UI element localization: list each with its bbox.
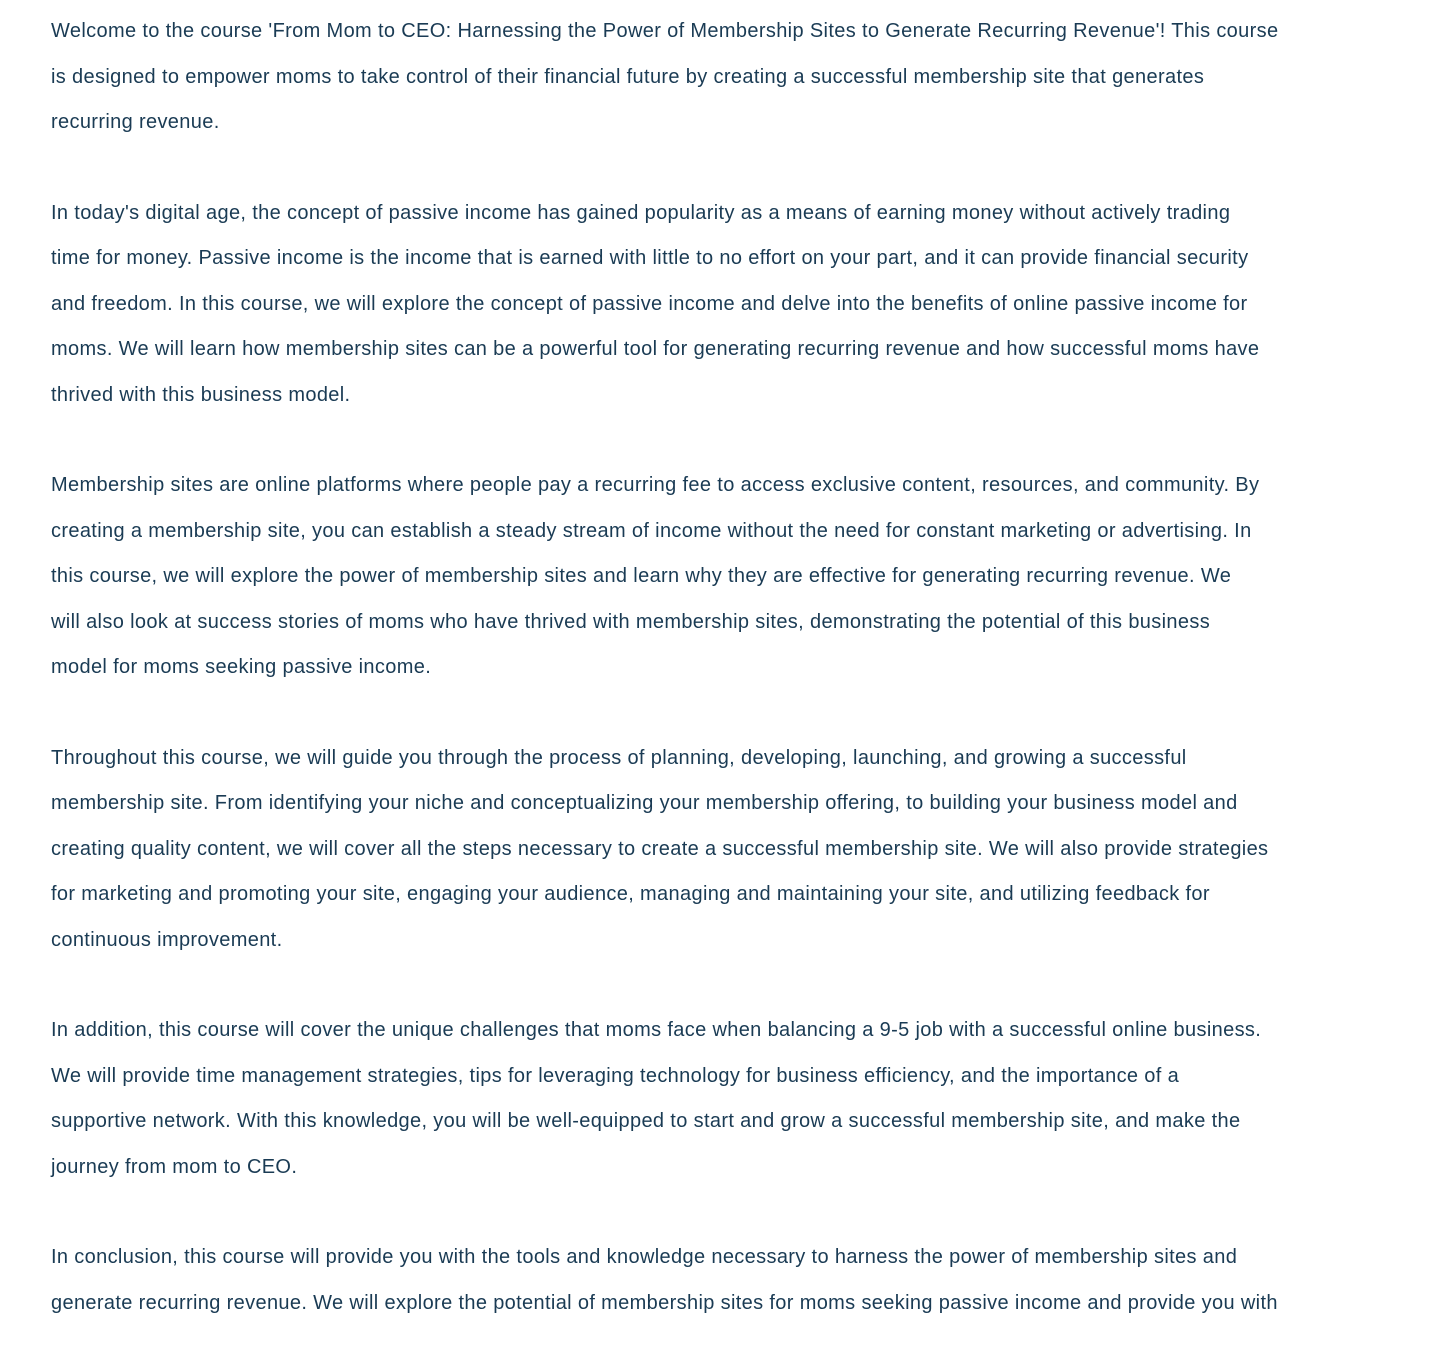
text-line: creating quality content, we will cover all the steps necessary to create a successful membership site. We will also provide strategies (51, 837, 1269, 860)
text-line: In addition, this course will cover the unique challenges that moms face when balancing a 9-5 job with a successful online business. (51, 1019, 1262, 1041)
text-line: supportive network. With this knowledge, you will be well-equipped to start and grow a successful membership site, and make the (51, 1110, 1241, 1132)
paragraph-course-process (51, 736, 1407, 964)
text-line: generate recurring revenue. We will explore the potential of membership sites for moms seeking passive income and provide you with (51, 1291, 1278, 1314)
text-line: this course, we will explore the power of membership sites and learn why they are effective for generating recurring revenue. We (51, 565, 1232, 587)
text-line: We will provide time management strategies, tips for leveraging technology for business efficiency, and the importance of a (51, 1064, 1180, 1087)
text-line: is designed to empower moms to take control of their financial future by creating a successful membership site that generates (51, 65, 1205, 88)
text-line: journey from mom to CEO. (51, 1155, 298, 1178)
paragraph-membership-sites (51, 463, 1407, 691)
paragraph-unique-challenges (51, 1008, 1407, 1190)
text-line: time for money. Passive income is the income that is earned with little to no effort on your part, and it can provide financial security (51, 247, 1249, 269)
text-line: thrived with this business model. (51, 383, 351, 406)
text-line: recurring revenue. (51, 111, 220, 133)
text-line: for marketing and promoting your site, engaging your audience, managing and maintaining your site, and utilizing feedback for (51, 883, 1210, 905)
text-line: In today's digital age, the concept of passive income has gained popularity as a means of earning money without actively trading (51, 201, 1231, 224)
text-line: membership site. From identifying your niche and conceptualizing your membership offering, to building your business model and (51, 792, 1238, 814)
text-line: moms. We will learn how membership sites can be a powerful tool for generating recurring revenue and how successful moms have (51, 338, 1260, 360)
text-line: will also look at success stories of moms who have thrived with membership sites, demonstrating the potential of this business (51, 610, 1211, 633)
text-line: model for moms seeking passive income. (51, 656, 432, 678)
text-line: and freedom. In this course, we will explore the concept of passive income and delve into the benefits of online passive income for (51, 292, 1248, 315)
text-line: In conclusion, this course will provide you with the tools and knowledge necessary to harness the power of membership sites and (51, 1246, 1238, 1268)
text-line: Throughout this course, we will guide you through the process of planning, developing, launching, and growing a successful (51, 746, 1187, 769)
course-description-document (51, 9, 1407, 1371)
paragraph-welcome (51, 9, 1407, 146)
text-line: creating a membership site, you can establish a steady stream of income without the need for constant marketing or advertising. In (51, 519, 1252, 542)
paragraph-conclusion (51, 1235, 1407, 1326)
text-line: Membership sites are online platforms where people pay a recurring fee to access exclusive content, resources, and community. By (51, 474, 1260, 496)
text-line: continuous improvement. (51, 928, 283, 951)
text-line: Welcome to the course 'From Mom to CEO: Harnessing the Power of Membership Sites to Generate Recurring Revenue'! This course (51, 20, 1279, 42)
paragraph-passive-income-intro (51, 191, 1407, 419)
